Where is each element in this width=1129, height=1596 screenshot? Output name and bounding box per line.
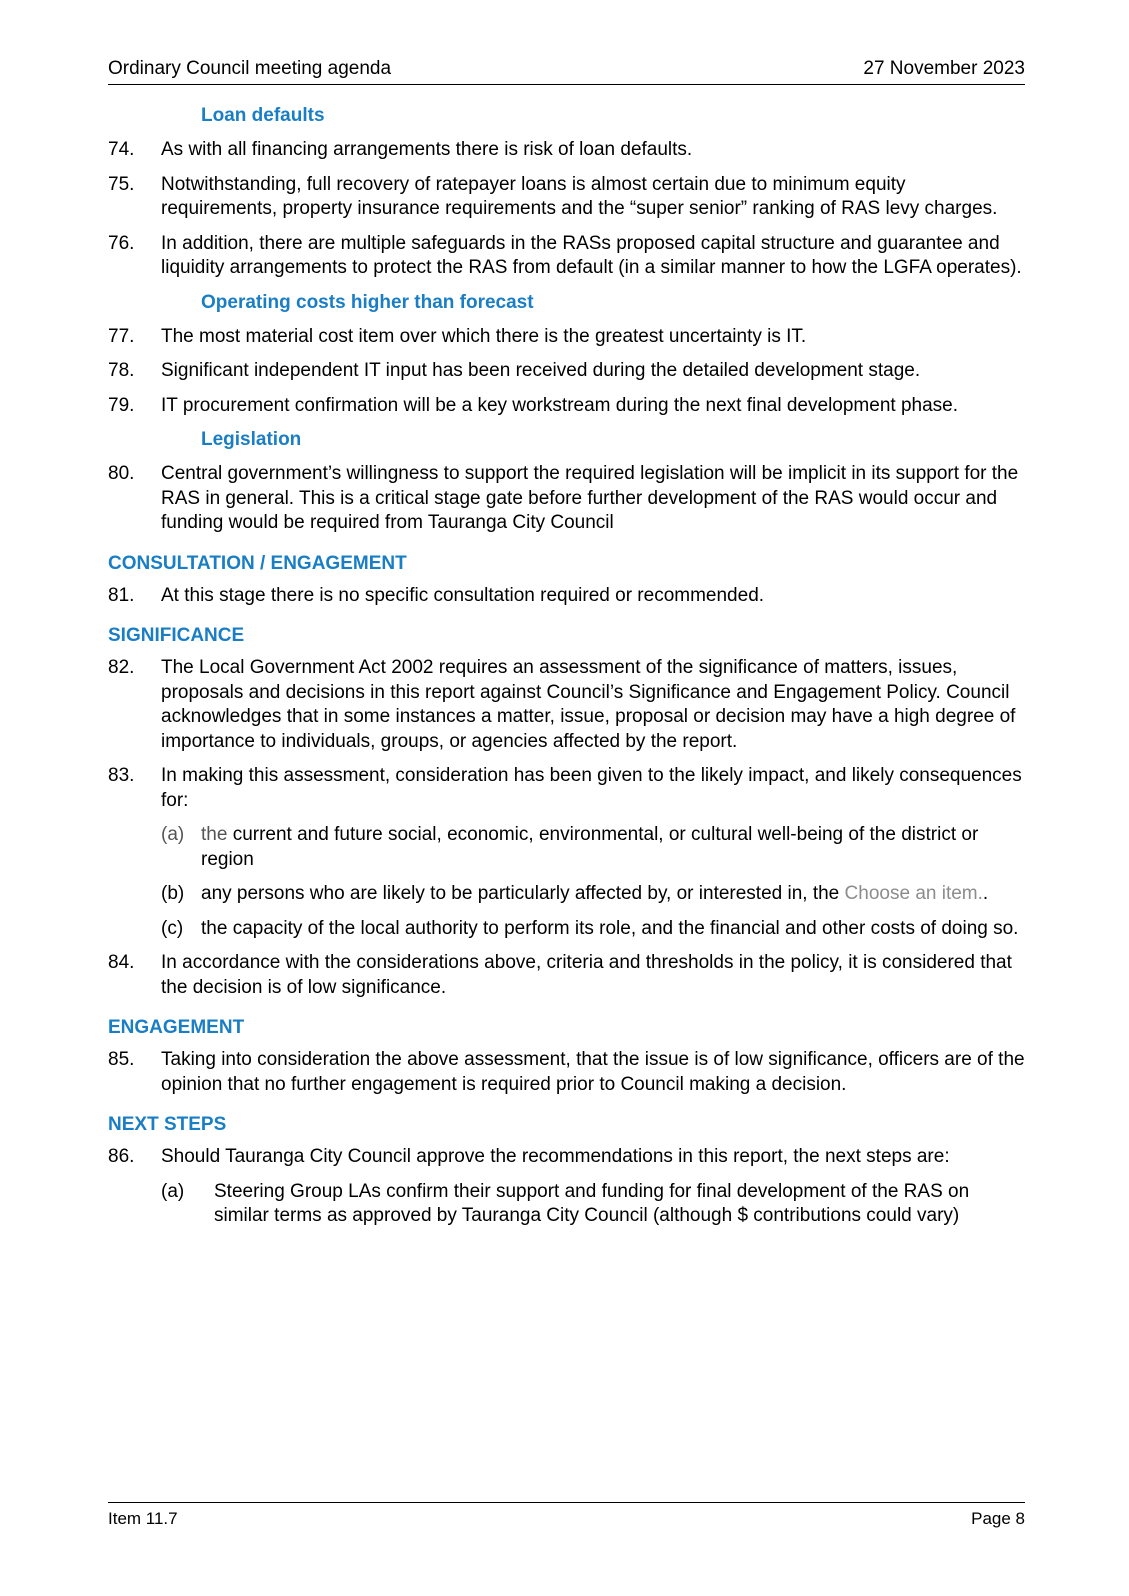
heading-legislation: Legislation (201, 429, 302, 450)
heading-operating-costs: Operating costs higher than forecast (201, 291, 534, 313)
paragraph-text: Taking into consideration the above assessment, that the issue is of low significance, officers are of the opinion that no further engagement is required prior to Council making a decision. (161, 1049, 1025, 1095)
paragraph-number: 74. (108, 139, 135, 160)
paragraph-84 (108, 951, 1025, 1000)
subparagraph-label: (c) (161, 917, 184, 939)
subparagraph-text: the capacity of the local authority to perform its role, and the financial and other costs of doing so. (201, 917, 1019, 939)
choose-item-placeholder[interactable]: Choose an item. (844, 883, 983, 904)
page-header (108, 56, 1025, 85)
paragraph-text: At this stage there is no specific consultation required or recommended. (161, 584, 765, 606)
paragraph-text: In accordance with the considerations above, criteria and thresholds in the policy, it is considered that the decision is of low significance. (161, 952, 1012, 998)
paragraph-number: 82. (108, 657, 135, 678)
heading-next-steps: NEXT STEPS (108, 1114, 227, 1135)
subparagraph-label: (b) (161, 883, 185, 904)
paragraph-text: Notwithstanding, full recovery of ratepayer loans is almost certain due to minimum equity requirements, property insurance requirements and the “super senior” ranking of RAS levy charges. (161, 173, 998, 219)
page-footer (108, 1502, 1025, 1533)
paragraph-number: 83. (108, 765, 135, 786)
paragraph-number: 86. (108, 1146, 135, 1167)
paragraph-86 (108, 1145, 1025, 1170)
subparagraph-suffix: . (982, 883, 989, 904)
paragraph-78 (108, 359, 1025, 384)
heading-loan-defaults: Loan defaults (201, 105, 325, 126)
paragraph-75 (108, 173, 1025, 222)
paragraph-number: 78. (108, 360, 135, 381)
page-content (108, 104, 1025, 1239)
heading-engagement: ENGAGEMENT (108, 1017, 245, 1038)
header-title: Ordinary Council meeting agenda (108, 58, 392, 79)
paragraph-79 (108, 394, 1025, 419)
paragraph-text: Should Tauranga City Council approve the recommendations in this report, the next steps are: (161, 1146, 950, 1167)
paragraph-80 (108, 462, 1025, 536)
subparagraph-text: current and future social, economic, environmental, or cultural well-being of the district or region (201, 824, 979, 870)
paragraph-number: 80. (108, 463, 135, 484)
paragraph-82 (108, 656, 1025, 754)
subparagraph-label: (a) (161, 1180, 185, 1202)
paragraph-85 (108, 1048, 1025, 1097)
subparagraph-text: any persons who are likely to be particularly affected by, or interested in, the (201, 883, 845, 904)
paragraph-76 (108, 232, 1025, 281)
paragraph-number: 84. (108, 952, 135, 973)
paragraph-text: In making this assessment, consideration has been given to the likely impact, and likely consequences for: (161, 765, 1022, 811)
subparagraph-83a (108, 823, 1025, 872)
paragraph-text: The most material cost item over which there is the greatest uncertainty is IT. (161, 325, 807, 347)
paragraph-77 (108, 325, 1025, 350)
paragraph-text: The Local Government Act 2002 requires an assessment of the significance of matters, issues, proposals and decisions in this report against Council’s Significance and Engagement Policy. Council acknowledges that in some instances a matter, issue, proposal or decision may have a high degree of importance to individuals, groups, or agencies affected by the report. (161, 657, 1016, 752)
paragraph-number: 85. (108, 1049, 135, 1070)
paragraph-number: 75. (108, 173, 135, 195)
paragraph-text: As with all financing arrangements there is risk of loan defaults. (161, 139, 693, 160)
footer-page-number: Page 8 (971, 1509, 1025, 1528)
heading-consultation: CONSULTATION / ENGAGEMENT (108, 552, 407, 574)
header-date: 27 November 2023 (863, 58, 1025, 79)
subparagraph-label: (a) (161, 824, 185, 845)
heading-significance: SIGNIFICANCE (108, 625, 245, 646)
paragraph-text: Central government’s willingness to support the required legislation will be implicit in its support for the RAS in general. This is a critical stage gate before further development of the RAS would occur and funding would be required from Tauranga City Council (161, 463, 1019, 533)
paragraph-number: 81. (108, 584, 135, 606)
subparagraph-83c (108, 917, 1025, 942)
subparagraph-lead-word: the (201, 824, 228, 845)
paragraph-number: 79. (108, 394, 135, 416)
footer-item: Item 11.7 (108, 1509, 178, 1528)
subparagraph-83b (108, 882, 1025, 907)
paragraph-text: Significant independent IT input has been received during the detailed development stage. (161, 360, 921, 381)
paragraph-text: IT procurement confirmation will be a key workstream during the next final development phase. (161, 394, 958, 416)
subparagraph-86a (108, 1180, 1025, 1229)
paragraph-81 (108, 584, 1025, 609)
paragraph-number: 77. (108, 325, 135, 347)
paragraph-83 (108, 764, 1025, 813)
paragraph-text: In addition, there are multiple safeguards in the RASs proposed capital structure and guarantee and liquidity arrangements to protect the RAS from default (in a similar manner to how the LGFA operates). (161, 232, 1022, 278)
paragraph-74 (108, 138, 1025, 163)
paragraph-number: 76. (108, 232, 135, 254)
subparagraph-text: Steering Group LAs confirm their support and funding for final development of the RAS on similar terms as approved by Tauranga City Council (although $ contributions could vary) (214, 1180, 970, 1226)
